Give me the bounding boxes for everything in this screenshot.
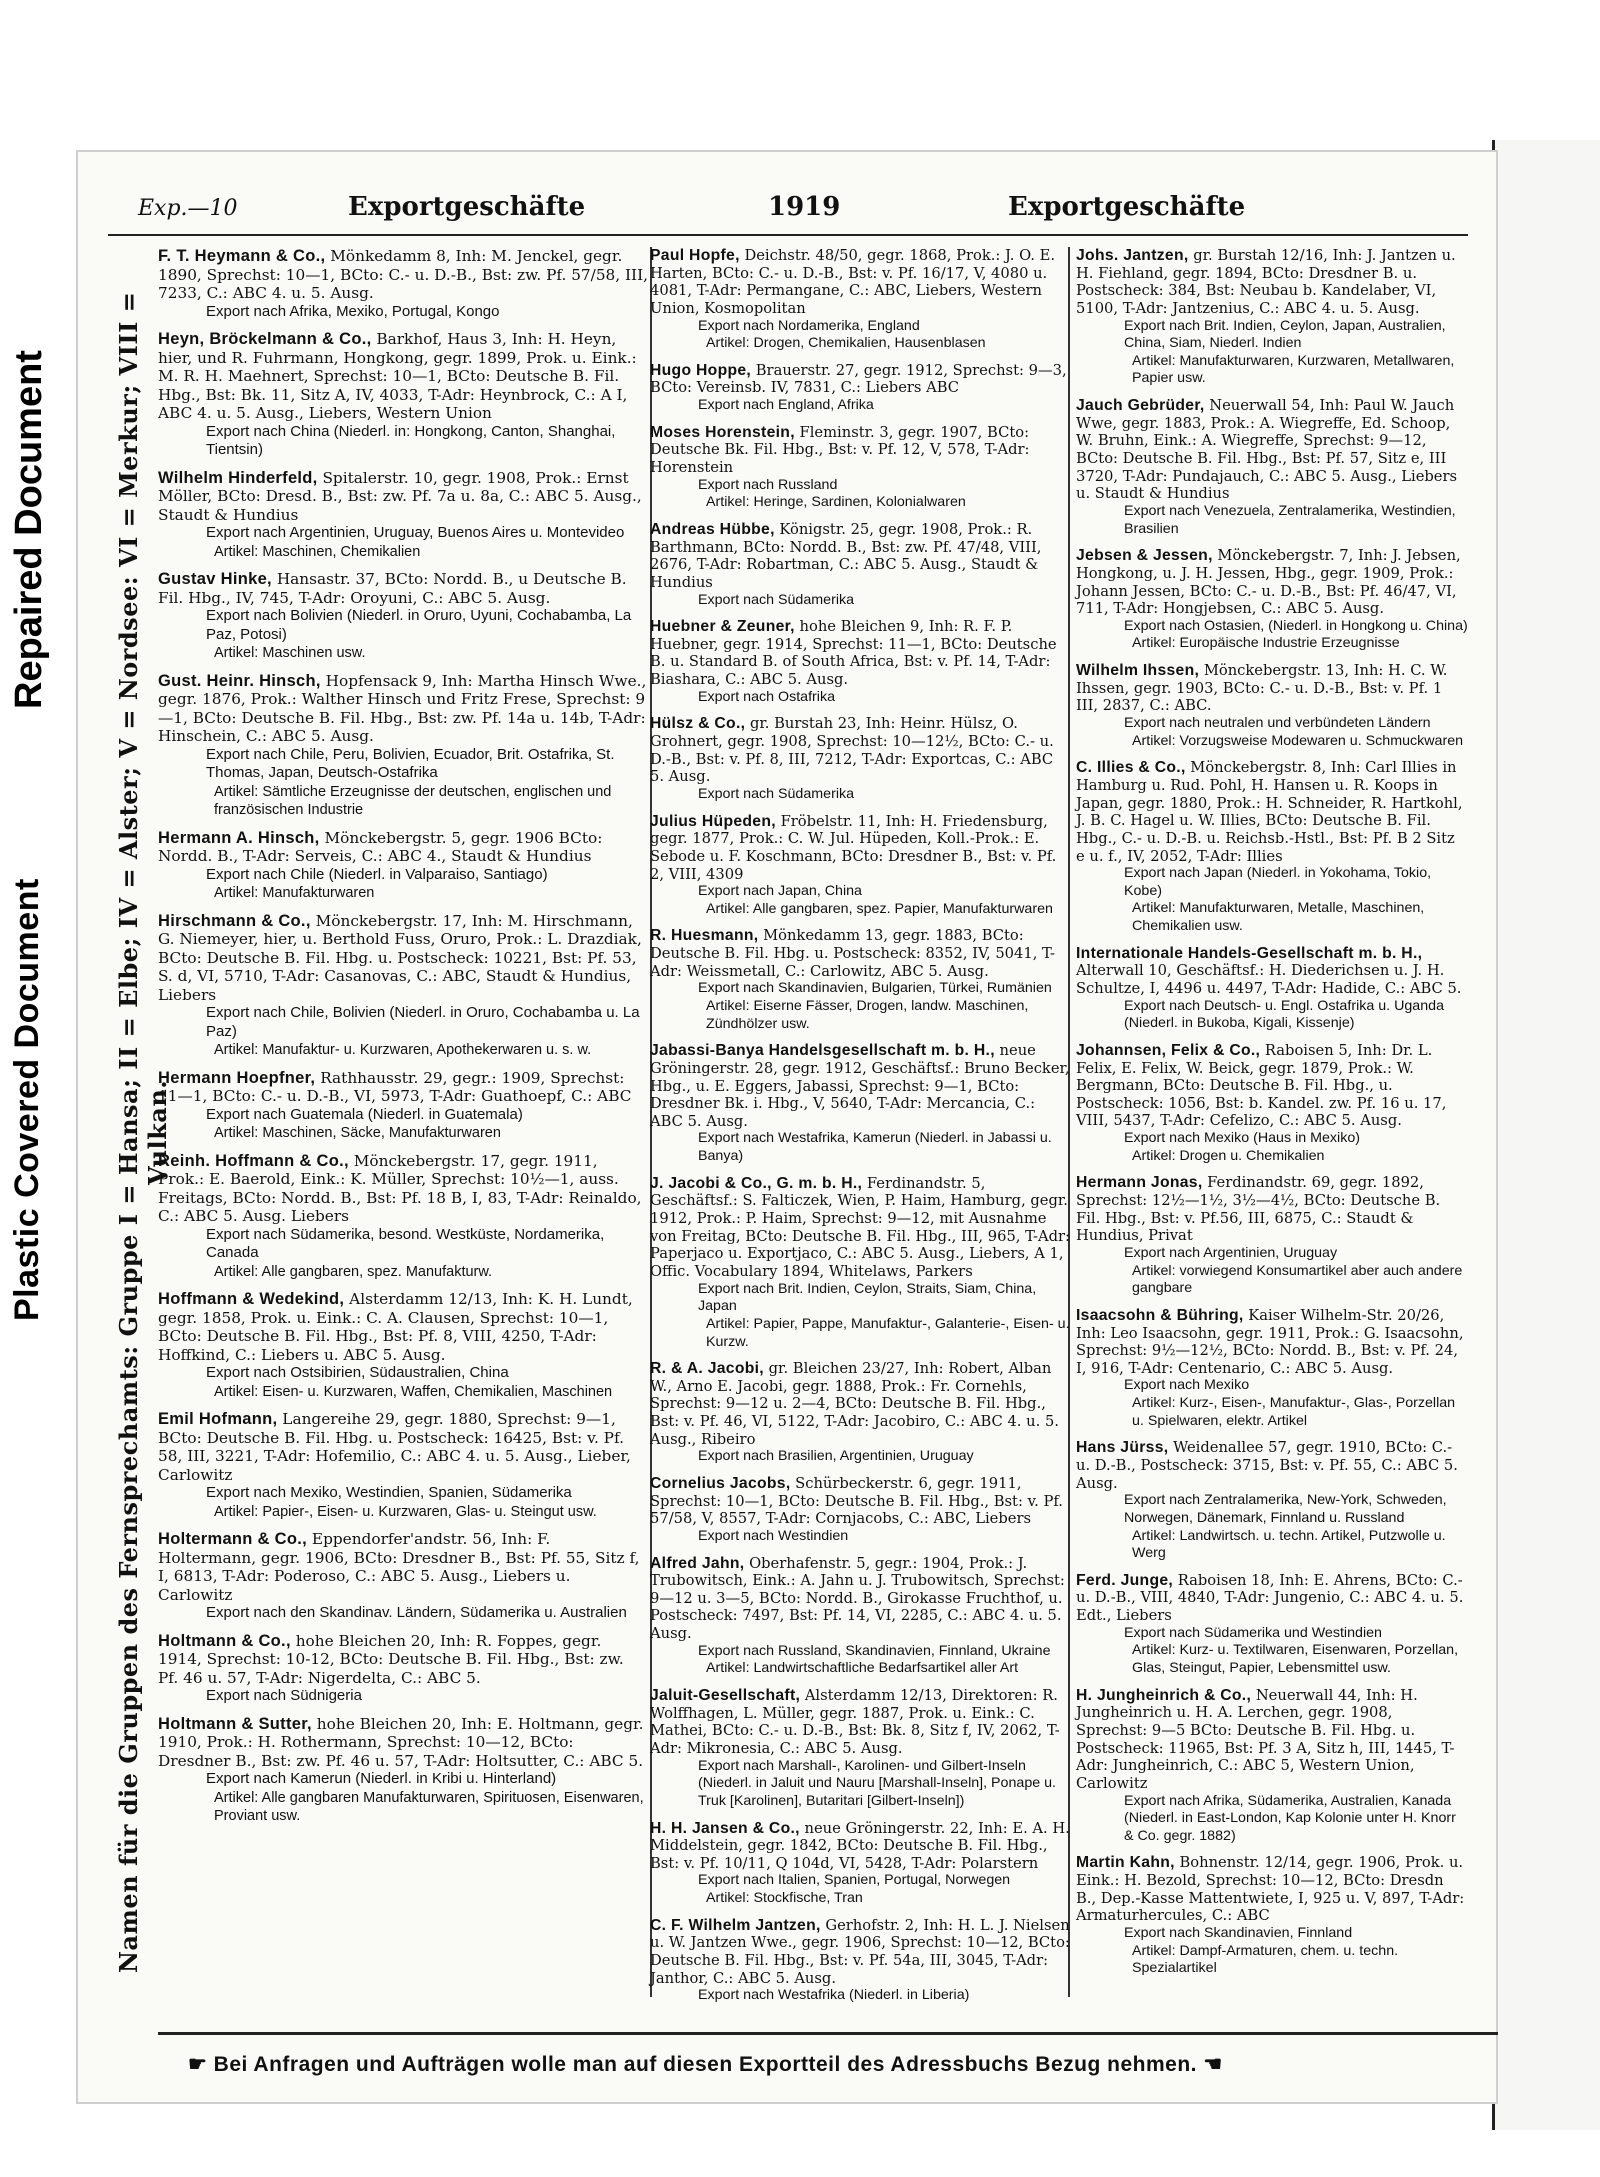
- export-destinations: Export nach England, Afrika: [698, 397, 874, 414]
- vertical-band: [114, 272, 172, 1992]
- company-entry: [1076, 662, 1468, 750]
- company-entry: [650, 1360, 1070, 1466]
- article-list: Artikel: Manufakturwaren, Kurzwaren, Metallwaren, Papier usw.: [1132, 352, 1455, 387]
- company-details: Deichstr. 48/50, gegr. 1868, Prok.: J. O. E. Harten, BCto: C.- u. D.-B., Bst: v. Pf. 16/17, V, 4080 u. 4081, T-Adr: Permangane, C.: ABC, Liebers, Western Union, Kosmopolitan: [650, 247, 1056, 317]
- export-destinations: Export nach Marshall-, Karolinen- und Gilbert-Inseln (Niederl. in Jaluit und Nauru [Marshall-Inseln], Ponape u. Truk [Karolinen], Butaritari [Gilbert-Inseln]): [698, 1757, 1057, 1809]
- company-entry: [158, 1530, 648, 1623]
- company-details: Mönckebergstr. 7, Inh: J. Jebsen, Hongkong, u. J. H. Jessen, Hbg., gegr. 1909, Prok.: Johann Jessen, BCto: C.- u. D.-B., Bst: Pf. 46/47, VI, 711, T-Adr: Hongjebsen, C.: ABC 5. Ausg.: [1076, 547, 1461, 618]
- export-destinations: Export nach Mexiko (Haus in Mexiko): [1124, 1130, 1361, 1147]
- export-destinations: Export nach Südamerika: [698, 591, 855, 608]
- footer-text: Bei Anfragen und Aufträgen wolle man auf diesen Exportteil des Adressbuchs Bezug nehmen.: [213, 2053, 1197, 2076]
- company-details: Weidenallee 57, gegr. 1910, BCto: C.- u. D.-B., Postscheck: 3715, Bst: v. Pf. 55, C.: ABC 5. Ausg.: [1076, 1439, 1458, 1492]
- article-list: Artikel: Vorzugsweise Modewaren u. Schmuckwaren: [1132, 732, 1464, 749]
- company-name: Hoffmann & Wedekind,: [158, 1290, 345, 1308]
- company-entry: [158, 829, 648, 903]
- company-entry: [1076, 547, 1468, 653]
- export-destinations: Export nach Zentralamerika, New-York, Schweden, Norwegen, Dänemark, Finnland u. Russland: [1124, 1492, 1447, 1526]
- article-list: Artikel: Kurz-, Eisen-, Manufaktur-, Glas-, Porzellan u. Spielwaren, elektr. Artikel: [1132, 1395, 1456, 1429]
- article-list: Artikel: Landwirtschaftliche Bedarfsartikel aller Art: [706, 1660, 1019, 1677]
- company-entry: [158, 1410, 648, 1521]
- column-3: [1076, 247, 1468, 1987]
- company-entry: [650, 424, 1070, 512]
- export-destinations: Export nach Skandinavien, Bulgarien, Türkei, Rumänien: [698, 980, 1052, 997]
- company-details: Raboisen 5, Inh: Dr. L. Felix, E. Felix, W. Beick, gegr. 1879, Prok.: W. Bergmann, BCto: Deutsche B. Fil. Hbg., u. Postscheck: 1056, Bst: b. Kandel. zw. Pf. 16 u. 17, VIII, 5437, T-Adr: Cefelizo, C.: ABC 5. Ausg.: [1076, 1041, 1447, 1130]
- company-name: H. Jungheinrich & Co.,: [1076, 1686, 1252, 1704]
- export-destinations: Export nach Guatemala (Niederl. in Guatemala): [206, 1105, 523, 1123]
- column-1: [158, 247, 648, 1835]
- company-name: Reinh. Hoffmann & Co.,: [158, 1151, 349, 1170]
- company-details: Eppendorfer'andstr. 56, Inh: F. Holtermann, gegr. 1906, BCto: Dresdner B., Bst: Pf. 55, Sitz f, I, 6813, T-Adr: Poderoso, C.: ABC 5. Ausg., Liebers u. Carlowitz: [158, 1530, 640, 1604]
- export-destinations: Export nach Ostafrika: [698, 688, 836, 705]
- company-name: Wilhelm Hinderfeld,: [158, 468, 318, 487]
- company-entry: [650, 1820, 1070, 1908]
- export-destinations: Export nach China (Niederl. in: Hongkong, Canton, Shanghai, Tientsin): [206, 422, 616, 458]
- header-title-right: Exportgeschäfte: [1008, 192, 1246, 222]
- company-details: Barkhof, Haus 3, Inh: H. Heyn, hier, und R. Fuhrmann, Hongkong, gegr. 1899, Prok. u. Eink.: M. R. H. Maehnert, Sprechst: 10—1, BCto: Deutsche B. Fil. Hbg., Bst: Bk. 11, Sitz A, IV, 4033, T-Adr: Heynbrock, C.: A I, ABC 4. u. 5. Ausg., Liebers, Western Union: [158, 330, 637, 422]
- company-name: Internationale Handels-Gesellschaft m. b. H.,: [1076, 944, 1423, 962]
- article-list: Artikel: Stockfische, Tran: [706, 1890, 863, 1907]
- export-destinations: Export nach Afrika, Südamerika, Australien, Kanada (Niederl. in East-London, Kap Kolonie unter H. Knorr & Co. gegr. 1882): [1124, 1792, 1456, 1844]
- article-list: Artikel: Europäische Industrie Erzeugnisse: [1132, 635, 1400, 652]
- company-entry: [650, 1042, 1070, 1165]
- company-details: Gerhofstr. 2, Inh: H. L. J. Nielsen u. W. Jantzen Wwe., gegr. 1906, Sprechst: 10—12, BCto: Deutsche B. Fil. Hbg., Bst: v. Pf. 54a, III, 3045, T-Adr: Janthor, C.: ABC 5. Ausg.: [650, 1916, 1070, 1987]
- document-page: [78, 152, 1496, 2102]
- company-name: R. & A. Jacobi,: [650, 1360, 764, 1378]
- company-entry: [650, 618, 1070, 706]
- company-name: Hermann A. Hinsch,: [158, 828, 320, 847]
- company-entry: [158, 672, 648, 820]
- header-title-left: Exportgeschäfte: [348, 192, 586, 222]
- page-header: [108, 192, 1468, 232]
- export-destinations: Export nach Mexiko, Westindien, Spanien, Südamerika: [206, 1484, 572, 1501]
- company-entry: [1076, 247, 1468, 388]
- company-details: Spitalerstr. 10, gegr. 1908, Prok.: Ernst Möller, BCto: Dresd. B., Bst: zw. Pf. 7a u. 8a, C.: ABC 5. Ausg., Staudt & Hundius: [158, 468, 642, 524]
- company-details: Kaiser Wilhelm-Str. 20/26, Inh: Leo Isaacsohn, gegr. 1911, Prok.: G. Isaacsohn, Sprechst: 9½—12½, BCto: Nordd. B., Bst: v. Pf. 24, I, 916, T-Adr: Centenario, C.: ABC 5. Ausg.: [1076, 1306, 1464, 1377]
- article-list: Artikel: Drogen u. Chemikalien: [1132, 1147, 1325, 1164]
- company-name: Hülsz & Co.,: [650, 715, 746, 733]
- company-details: Ferdinandstr. 5, Geschäftsf.: S. Falticzek, Wien, P. Haim, Hamburg, gegr. 1912, Prok.: P. Haim, Sprechst: 9—12, mit Ausnahme von Freitag, BCto: Deutsche B. Fil. Hbg., III, 965, T-Adr: Paperjaco u. Exportjaco, C.: ABC 5. Ausg., Liebers, A 1, Offic. Vocabulary 1894, Whitelaws, Parkers: [650, 1174, 1070, 1280]
- company-entry: [1076, 1174, 1468, 1297]
- company-details: gr. Burstah 23, Inh: Heinr. Hülsz, O. Grohnert, gegr. 1908, Sprechst: 10—12½, BCto: C.- u. D.-B., Bst: v. Pf. 8, III, 7212, T-Adr: Exportcas, C.: ABC 5. Ausg.: [650, 715, 1054, 786]
- export-destinations: Export nach Argentinien, Uruguay: [1124, 1244, 1338, 1261]
- company-name: Julius Hüpeden,: [650, 812, 776, 830]
- vertical-band-text: Namen für die Gruppen des Fernsprechamts: Gruppe I = Hansa; II = Elbe; IV = Alster; V = Nordsee: VI = Merkur; VIII = Vulkan.: [114, 291, 172, 1973]
- company-name: Huebner & Zeuner,: [650, 618, 795, 636]
- repaired-document-label: Repaired Document: [8, 350, 50, 710]
- company-details: Mönckebergstr. 17, gegr. 1911, Prok.: E. Baerold, Eink.: K. Müller, Sprechst: 10½—1, auss. Freitags, BCto: Nordd. B., Bst: Pf. 18 B, I, 83, T-Adr: Reinaldo, C.: ABC 5. Ausg. Liebers: [158, 1151, 642, 1225]
- company-details: Ferdinandstr. 69, gegr. 1892, Sprechst: 12½—1½, 3½—4½, BCto: Deutsche B. Fil. Hbg., Bst: v. Pf.56, III, 6875, C.: Staudt & Hundius, Privat: [1076, 1174, 1441, 1245]
- export-destinations: Export nach Russland: [698, 476, 838, 493]
- company-name: Andreas Hübbe,: [650, 520, 775, 538]
- company-name: Hirschmann & Co.,: [158, 911, 311, 930]
- export-destinations: Export nach Südamerika: [698, 785, 855, 802]
- article-list: Artikel: Manufakturwaren, Metalle, Maschinen, Chemikalien usw.: [1132, 900, 1425, 935]
- company-name: Johannsen, Felix & Co.,: [1076, 1041, 1261, 1059]
- company-entry: [1076, 1439, 1468, 1562]
- company-name: Holtermann & Co.,: [158, 1530, 308, 1548]
- page-number: Exp.—10: [138, 196, 238, 221]
- company-details: Schürbeckerstr. 6, gegr. 1911, Sprechst: 10—1, BCto: Deutsche B. Fil. Hbg., Bst: v. Pf. 57/58, V, 8557, T-Adr: Cornjacobs, C.: ABC, Liebers: [650, 1475, 1063, 1528]
- company-details: Alterwall 10, Geschäftsf.: H. Diederichsen u. J. H. Schultze, I, 4496 u. 4497, T-Adr: Hadide, C.: ABC 5.: [1076, 962, 1462, 997]
- article-list: Artikel: Heringe, Sardinen, Kolonialwaren: [706, 494, 966, 511]
- company-entry: [650, 1175, 1070, 1351]
- export-destinations: Export nach Westindien: [698, 1527, 849, 1544]
- company-entry: [158, 1715, 648, 1826]
- company-entry: [158, 1290, 648, 1401]
- export-destinations: Export nach Afrika, Mexiko, Portugal, Kongo: [206, 302, 500, 320]
- company-entry: [650, 521, 1070, 609]
- export-destinations: Export nach Ostasien, (Niederl. in Hongkong u. China): [1124, 617, 1468, 634]
- article-list: Artikel: Manufaktur- u. Kurzwaren, Apothekerwaren u. s. w.: [214, 1042, 592, 1058]
- company-entry: [1076, 759, 1468, 935]
- company-name: Heyn, Bröckelmann & Co.,: [158, 330, 372, 348]
- company-entry: [158, 1152, 648, 1282]
- company-name: Gust. Heinr. Hinsch,: [158, 671, 321, 690]
- article-list: Artikel: vorwiegend Konsumartikel aber auch andere gangbare: [1132, 1262, 1463, 1297]
- export-destinations: Export nach Venezuela, Zentralamerika, Westindien, Brasilien: [1124, 502, 1456, 537]
- company-name: Moses Horenstein,: [650, 423, 795, 441]
- article-list: Artikel: Alle gangbaren, spez. Manufakturw.: [214, 1263, 493, 1280]
- next-page-edge: [1492, 140, 1600, 2130]
- company-details: hohe Bleichen 9, Inh: R. F. P. Huebner, gegr. 1914, Sprechst: 11—1, BCto: Deutsche B. u. Standard B. of South Africa, Bst: v. Pf. 14, T-Adr: Biashara, C.: ABC 5. Ausg.: [650, 618, 1057, 689]
- company-entry: [158, 469, 648, 562]
- company-details: Alsterdamm 12/13, Direktoren: R. Wolffhagen, L. Müller, gegr. 1887, Prok. u. Eink.: C. Mathei, BCto: C.- u. D.-B., Bst: Bk. 8, Sitz f, IV, 2062, T-Adr: Mikronesia, C.: ABC 5. Ausg.: [650, 1687, 1060, 1757]
- company-name: J. Jacobi & Co., G. m. b. H.,: [650, 1174, 863, 1192]
- company-details: Mönckebergstr. 13, Inh: H. C. W. Ihssen, gegr. 1903, BCto: C.- u. D.-B., Bst: v. Pf. 1 III, 2837, C.: ABC.: [1076, 662, 1448, 715]
- footer-note: ☛ Bei Anfragen und Aufträgen wolle man auf diesen Exportteil des Adressbuchs Bezug nehmen. ☚: [188, 2053, 1223, 2076]
- company-details: Fleminstr. 3, gegr. 1907, BCto: Deutsche Bk. Fil. Hbg., Bst: v. Pf. 12, V, 578, T-Adr: Horenstein: [650, 423, 1030, 477]
- export-destinations: Export nach Ostsibirien, Südaustralien, China: [206, 1364, 509, 1381]
- header-year: 1919: [768, 192, 841, 222]
- company-details: gr. Bleichen 23/27, Inh: Robert, Alban W., Arno E. Jacobi, gegr. 1888, Prok.: Fr. Cornehls, Sprechst: 9—12 u. 2—4, BCto: Deutsche B. Fil. Hbg., Bst: v. Pf. 46, VI, 5122, T-Adr: Jacobiro, C.: ABC 4. u. 5. Ausg., Ribeiro: [650, 1360, 1059, 1448]
- export-destinations: Export nach Kamerun (Niederl. in Kribi u. Hinterland): [206, 1770, 557, 1787]
- export-destinations: Export nach Italien, Spanien, Portugal, Norwegen: [698, 1872, 1011, 1889]
- company-details: Raboisen 18, Inh: E. Ahrens, BCto: C.- u. D.-B., VIII, 4840, T-Adr: Jungenio, C.: ABC 4. u. 5. Edt., Liebers: [1076, 1571, 1464, 1625]
- export-destinations: Export nach Südnigeria: [206, 1687, 362, 1704]
- company-details: Bohnenstr. 12/14, gegr. 1906, Prok. u. Eink.: H. Bezold, Sprechst: 10—12, BCto: Dresdn B., Dep.-Kasse Mattentwiete, I, 925 u. V, 897, T-Adr: Armaturhercules, C.: ABC: [1076, 1854, 1465, 1925]
- company-name: Cornelius Jacobs,: [650, 1475, 791, 1492]
- company-details: hohe Bleichen 20, Inh: R. Foppes, gegr. 1914, Sprechst: 10-12, BCto: Deutsche B. Fil. Hbg., Bst: zw. Pf. 46 u. 57, T-Adr: Nigerdelta, C.: ABC 5.: [158, 1631, 624, 1687]
- company-details: Königstr. 25, gegr. 1908, Prok.: R. Barthmann, BCto: Nordd. B., Bst: zw. Pf. 47/48, VIII, 2676, T-Adr: Robartman, C.: ABC 5. Ausg., Staudt & Hundius: [650, 520, 1042, 591]
- company-name: Gustav Hinke,: [158, 570, 272, 588]
- company-entry: [158, 912, 648, 1060]
- company-name: Hermann Hoepfner,: [158, 1068, 316, 1087]
- article-list: Artikel: Maschinen, Chemikalien: [214, 543, 421, 560]
- company-entry: [158, 1632, 648, 1706]
- export-destinations: Export nach Brasilien, Argentinien, Uruguay: [698, 1448, 974, 1465]
- company-name: Holtmann & Sutter,: [158, 1714, 312, 1733]
- company-entry: [650, 1475, 1070, 1546]
- header-rule: [108, 234, 1468, 236]
- export-destinations: Export nach Westafrika, Kamerun (Niederl. in Jabassi u. Banya): [698, 1130, 1052, 1165]
- company-name: C. F. Wilhelm Jantzen,: [650, 1916, 821, 1934]
- company-name: Hermann Jonas,: [1076, 1174, 1203, 1192]
- company-details: hohe Bleichen 20, Inh: E. Holtmann, gegr. 1910, Prok.: H. Rothermann, Sprechst: 10—12, BCto: Dresdner B., Bst: zw. Pf. 46 u. 57, T-Adr: Holtsutter, C.: ABC 5.: [158, 1714, 644, 1770]
- company-entry: [1076, 1042, 1468, 1165]
- company-name: Hugo Hoppe,: [650, 361, 752, 379]
- company-details: Mönckebergstr. 17, Inh: M. Hirschmann, G. Niemeyer, hier, u. Berthold Fuss, Oruro, Prok.: L. Drazdiak, BCto: Deutsche B. Fil. Hbg. u. Postscheck: 10221, Bst: Pf. 53, S. d, VI, 5710, T-Adr: Casanovas, C.: ABC, Staudt & Hundius, Liebers: [158, 911, 642, 1004]
- company-details: neue Gröningerstr. 22, Inh: E. A. H. Middelstein, gegr. 1842, BCto: Deutsche B. Fil. Hbg., Bst: v. Pf. 10/11, Q 104d, VI, 5428, T-Adr: Polarstern: [650, 1819, 1070, 1872]
- company-name: H. H. Jansen & Co.,: [650, 1819, 800, 1837]
- company-entry: [650, 813, 1070, 919]
- plastic-covered-label: Plastic Covered Document: [8, 878, 46, 1322]
- footer-rule: [158, 2032, 1498, 2035]
- company-entry: [650, 927, 1070, 1033]
- export-destinations: Export nach Südamerika, besond. Westküste, Nordamerika, Canada: [206, 1225, 605, 1261]
- export-destinations: Export nach Russland, Skandinavien, Finnland, Ukraine: [698, 1642, 1051, 1659]
- company-details: Hansastr. 37, BCto: Nordd. B., u Deutsche B. Fil. Hbg., IV, 745, T-Adr: Oroyuni, C.: ABC 5. Ausg.: [158, 570, 627, 607]
- company-details: neue Gröningerstr. 28, gegr. 1912, Geschäftsf.: Bruno Becker, Hbg., u. E. Eggers, Jabassi, Sprechst: 9—1, BCto: Dresdner Bk. i. Hbg., V, 5640, T-Adr: Mercancia, C.: ABC 5. Ausg.: [650, 1042, 1070, 1130]
- company-entry: [650, 1555, 1070, 1678]
- export-destinations: Export nach den Skandinav. Ländern, Südamerika u. Australien: [206, 1604, 627, 1621]
- company-details: Mönckebergstr. 8, Inh: Carl Illies in Hamburg u. Rud. Pohl, H. Hansen u. R. Koops in Japan, gegr. 1880, Prok.: H. Schneider, R. Hartkohl, J. B. C. Hagel u. W. Illies, BCto: Deutsche B. Fil. Hbg., C.- u. D.-B. u. Reichsb.-Hstl., Bst: Pf. B 2 Sitz e u. f., IV, 2052, T-Adr: Illies: [1076, 759, 1463, 865]
- company-entry: [650, 1687, 1070, 1810]
- company-details: Rathhausstr. 29, gegr.: 1909, Sprechst: 11—1, BCto: C.- u. D.-B., VI, 5973, T-Adr: Guathoepf, C.: ABC: [158, 1068, 632, 1105]
- company-name: Paul Hopfe,: [650, 247, 740, 264]
- company-name: Jaluit-Gesellschaft,: [650, 1687, 801, 1705]
- company-entry: [650, 247, 1070, 353]
- article-list: Artikel: Maschinen, Säcke, Manufakturwaren: [214, 1125, 501, 1141]
- export-destinations: Export nach Chile, Bolivien (Niederl. in Oruro, Cochabamba u. La Paz): [206, 1004, 640, 1040]
- article-list: Artikel: Drogen, Chemikalien, Hausenblasen: [706, 335, 986, 352]
- company-name: Wilhelm Ihssen,: [1076, 662, 1200, 680]
- company-details: Neuerwall 44, Inh: H. Jungheinrich u. H. A. Lerchen, gegr. 1908, Sprechst: 9—5 BCto: Deutsche B. Fil. Hbg. u. Postscheck: 11965, Bst: Pf. 3 A, Sitz h, III, 1445, T-Adr: Jungheinrich, C.: ABC 5, Western Union, Carlowitz: [1076, 1686, 1455, 1792]
- company-name: Jebsen & Jessen,: [1076, 547, 1213, 565]
- company-name: Hans Jürss,: [1076, 1439, 1169, 1457]
- article-list: Artikel: Papier-, Eisen- u. Kurzwaren, Glas- u. Steingut usw.: [214, 1503, 597, 1520]
- export-destinations: Export nach Südamerika und Westindien: [1124, 1624, 1382, 1641]
- company-name: Alfred Jahn,: [650, 1554, 745, 1572]
- company-entry: [650, 715, 1070, 803]
- export-destinations: Export nach Bolivien (Niederl. in Oruro, Uyuni, Cochabamba, La Paz, Potosi): [206, 607, 632, 643]
- article-list: Artikel: Papier, Pappe, Manufaktur-, Galanterie-, Eisen- u. Kurzw.: [706, 1315, 1070, 1350]
- company-details: Hopfensack 9, Inh: Martha Hinsch Wwe., gegr. 1876, Prok.: Walther Hinsch und Fritz Frese, Sprechst: 9—1, BCto: Deutsche B. Fil. Hbg., Bst: zw. Pf. 14a u. 14b, T-Adr: Hinschein, C.: ABC 5. Ausg.: [158, 671, 647, 745]
- export-destinations: Export nach Westafrika (Niederl. in Liberia): [698, 1987, 970, 2004]
- company-details: Fröbelstr. 11, Inh: H. Friedensburg, gegr. 1877, Prok.: C. W. Jul. Hüpeden, Koll.-Prok.: E. Sebode u. F. Koschmann, BCto: Dresdner B., Bst: v. Pf. 2, VIII, 4309: [650, 812, 1057, 883]
- export-destinations: Export nach Chile, Peru, Bolivien, Ecuador, Brit. Ostafrika, St. Thomas, Japan, Deutsch-Ostafrika: [206, 745, 615, 781]
- company-entry: [158, 330, 648, 460]
- company-details: Brauerstr. 27, gegr. 1912, Sprechst: 9—3, BCto: Vereinsb. IV, 7831, C.: Liebers ABC: [650, 361, 1067, 397]
- company-entry: [1076, 397, 1468, 538]
- company-details: gr. Burstah 12/16, Inh: J. Jantzen u. H. Fiehland, gegr. 1894, BCto: Dresdner B. u. Postscheck: 384, Bst: Neubau b. Kandelaber, VI, 5100, T-Adr: Jantzenius, C.: ABC 4. u. 5. Ausg.: [1076, 247, 1456, 317]
- company-name: Isaacsohn & Bühring,: [1076, 1306, 1244, 1324]
- export-destinations: Export nach Mexiko: [1124, 1377, 1250, 1394]
- export-destinations: Export nach Brit. Indien, Ceylon, Straits, Siam, China, Japan: [698, 1280, 1037, 1315]
- company-details: Mönkedamm 13, gegr. 1883, BCto: Deutsche B. Fil. Hbg. u. Postscheck: 8352, IV, 5041, T-Adr: Weissmetall, C.: Carlowitz, ABC 5. Ausg.: [650, 927, 1055, 980]
- export-destinations: Export nach Chile (Niederl. in Valparaiso, Santiago): [206, 865, 548, 883]
- article-list: Artikel: Kurz- u. Textilwaren, Eisenwaren, Porzellan, Glas, Steingut, Papier, Lebensmittel usw.: [1132, 1642, 1459, 1677]
- article-list: Artikel: Eisen- u. Kurzwaren, Waffen, Chemikalien, Maschinen: [214, 1383, 613, 1400]
- company-name: Holtmann & Co.,: [158, 1631, 291, 1650]
- export-destinations: Export nach Brit. Indien, Ceylon, Japan, Australien, China, Siam, Niederl. Indien: [1124, 317, 1446, 352]
- export-destinations: Export nach neutralen und verbündeten Ländern: [1124, 715, 1431, 732]
- company-entry: [1076, 1687, 1468, 1846]
- export-destinations: Export nach Japan (Niederl. in Yokohama, Tokio, Kobe): [1124, 865, 1432, 899]
- company-entry: [1076, 1572, 1468, 1678]
- company-entry: [1076, 945, 1468, 1033]
- company-entry: [158, 247, 648, 321]
- company-name: Jabassi-Banya Handelsgesellschaft m. b. H.,: [650, 1042, 995, 1060]
- company-details: Neuerwall 54, Inh: Paul W. Jauch Wwe, gegr. 1883, Prok.: A. Wiegreffe, Ed. Schoop, W. Bruhn, Eink.: A. Wiegreffe, Sprechst: 9—12, BCto: Deutsche B. Fil. Hbg., Bst: Pf. 57, Sitz e, III 3720, T-Adr: Pundajauch, C.: ABC 5. Ausg., Liebers u. Staudt & Hundius: [1076, 397, 1458, 503]
- column-2: [650, 247, 1070, 2014]
- company-entry: [158, 1069, 648, 1143]
- company-name: Ferd. Junge,: [1076, 1571, 1174, 1589]
- article-list: Artikel: Maschinen usw.: [214, 645, 366, 661]
- company-name: Emil Hofmann,: [158, 1410, 278, 1428]
- company-name: Martin Kahn,: [1076, 1854, 1175, 1872]
- article-list: Artikel: Dampf-Armaturen, chem. u. techn. Spezialartikel: [1132, 1942, 1399, 1977]
- company-name: R. Huesmann,: [650, 927, 759, 945]
- article-list: Artikel: Alle gangbaren Manufakturwaren, Spirituosen, Eisenwaren, Proviant usw.: [214, 1789, 644, 1824]
- company-entry: [158, 570, 648, 663]
- export-destinations: Export nach Skandinavien, Finnland: [1124, 1925, 1353, 1942]
- export-destinations: Export nach Argentinien, Uruguay, Buenos Aires u. Montevideo: [206, 524, 625, 541]
- article-list: Artikel: Landwirtsch. u. techn. Artikel, Putzwolle u. Werg: [1132, 1527, 1446, 1562]
- company-name: Johs. Jantzen,: [1076, 247, 1189, 264]
- export-destinations: Export nach Japan, China: [698, 883, 862, 900]
- company-details: Langereihe 29, gegr. 1880, Sprechst: 9—1, BCto: Deutsche B. Fil. Hbg. u. Postscheck: 16425, Bst: v. Pf. 58, III, 3221, T-Adr: Hofemilio, C.: ABC 4. u. 5. Ausg., Lieber, Carlowitz: [158, 1410, 631, 1484]
- export-destinations: Export nach Nordamerika, England: [698, 317, 920, 334]
- company-details: Alsterdamm 12/13, Inh: K. H. Lundt, gegr. 1858, Prok. u. Eink.: C. A. Clausen, Sprechst: 10—1, BCto: Deutsche B. Fil. Hbg., Bst: Pf. 8, VIII, 4250, T-Adr: Hoffkind, C.: Liebers u. ABC 5. Ausg.: [158, 1290, 633, 1364]
- article-list: Artikel: Sämtliche Erzeugnisse der deutschen, englischen und französischen Industrie: [214, 783, 612, 818]
- company-entry: [1076, 1854, 1468, 1977]
- company-entry: [650, 362, 1070, 415]
- article-list: Artikel: Manufakturwaren: [214, 885, 375, 901]
- article-list: Artikel: Alle gangbaren, spez. Papier, Manufakturwaren: [706, 900, 1053, 917]
- company-entry: [1076, 1307, 1468, 1430]
- article-list: Artikel: Eiserne Fässer, Drogen, landw. Maschinen, Zündhölzer usw.: [706, 997, 1029, 1032]
- company-details: Mönckebergstr. 5, gegr. 1906 BCto: Nordd. B., T-Adr: Serveis, C.: ABC 4., Staudt & Hundius: [158, 828, 603, 865]
- company-entry: [650, 1917, 1070, 2005]
- company-name: Jauch Gebrüder,: [1076, 397, 1205, 415]
- company-details: Mönkedamm 8, Inh: M. Jenckel, gegr. 1890, Sprechst: 10—1, BCto: C.- u. D.-B., Bst: zw. Pf. 57/58, III, 7233, C.: ABC 4. u. 5. Ausg.: [158, 247, 649, 302]
- export-destinations: Export nach Deutsch- u. Engl. Ostafrika u. Uganda (Niederl. in Bukoba, Kigali, Kissenje): [1124, 997, 1444, 1032]
- company-details: Oberhafenstr. 5, gegr.: 1904, Prok.: J. Trubowitsch, Eink.: A. Jahn u. J. Trubowitsch, Sprechst: 9—12 u. 3—5, BCto: Nordd. B., Girokasse Fruchthof, u. Postscheck: 7497, Bst: Pf. 14, VI, 2285, C.: ABC 4. u. 5. Ausg.: [650, 1554, 1065, 1643]
- company-name: F. T. Heymann & Co.,: [158, 247, 326, 265]
- company-name: C. Illies & Co.,: [1076, 759, 1186, 777]
